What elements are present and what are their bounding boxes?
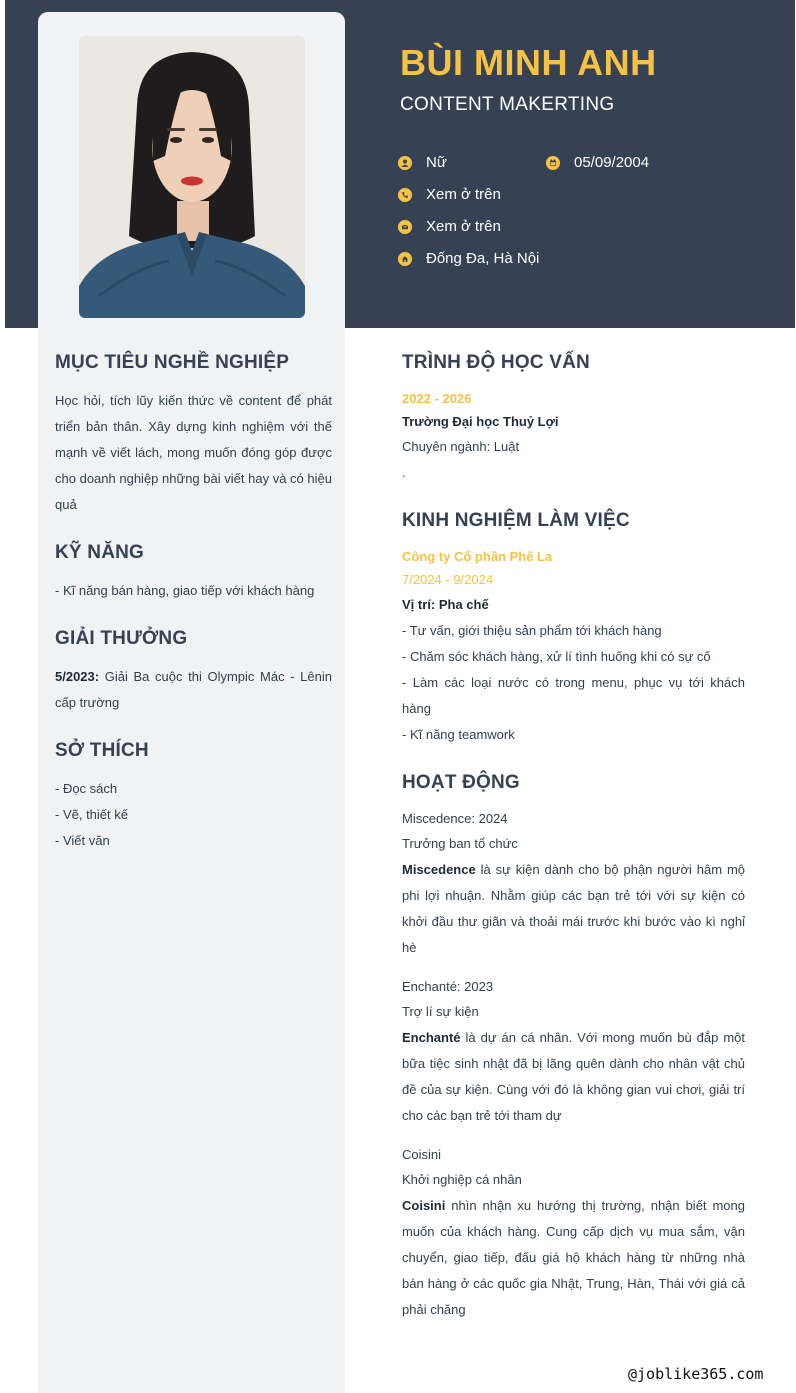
skills-title: KỸ NĂNG (55, 542, 145, 563)
activity-description (402, 1193, 745, 1323)
activity-name: Enchanté (402, 1030, 461, 1045)
awards-title: GIẢI THƯỞNG (55, 628, 188, 649)
birthday-text: 05/09/2004 (574, 154, 650, 171)
phone-icon (398, 188, 412, 202)
calendar-icon (546, 156, 560, 170)
birthday-info (546, 153, 649, 173)
activity-role: Khởi nghiệp cá nhân (402, 1172, 522, 1187)
award-date: 5/2023: (55, 669, 100, 684)
objective-title: MỤC TIÊU NGHỀ NGHIỆP (55, 352, 290, 373)
activity-role: Trưởng ban tổ chức (402, 836, 518, 851)
education-school: Trường Đại học Thuỷ Lợi (402, 414, 559, 429)
experience-duty: - Làm các loại nước có trong menu, phục vụ tới khách hàng (402, 675, 745, 716)
education-title: TRÌNH ĐỘ HỌC VẤN (402, 352, 590, 373)
award-item (55, 664, 332, 716)
gender-info (398, 153, 447, 173)
phone-text: Xem ở trên (426, 186, 501, 203)
email-info (398, 217, 501, 237)
experience-period: 7/2024 - 9/2024 (402, 572, 494, 587)
activity-description (402, 857, 745, 961)
experience-position: Vị trí: Pha chế (402, 597, 489, 612)
activity-desc: là sự kiện dành cho bộ phận người hâm mộ phi lợi nhuận. Nhằm giúp các bạn trẻ tới với sự kiện có khởi đầu thư giãn và thoải mái trước khi bước vào kì nghỉ hè (402, 862, 745, 955)
activity-name: Coisini (402, 1198, 446, 1213)
activity-description (402, 1025, 745, 1129)
home-icon (398, 252, 412, 266)
education-period: 2022 - 2026 (402, 391, 472, 406)
activity-name: Miscedence (402, 862, 476, 877)
award-text: Giải Ba cuộc thi Olympic Mác - Lênin cấp trường (55, 669, 332, 710)
candidate-name: BÙI MINH ANH (400, 42, 657, 83)
activity-desc: là dự án cá nhân. Với mong muốn bù đắp một bữa tiệc sinh nhật đã bị lãng quên dành cho nhân vật chủ đề của sự kiện. Cùng với đó là không gian vui chơi, giải trí cho các bạn trẻ tới tham dự (402, 1030, 745, 1123)
experience-title: KINH NGHIỆM LÀM VIỆC (402, 510, 630, 531)
hobbies-title: SỞ THÍCH (55, 740, 149, 761)
gender-text: Nữ (426, 154, 447, 171)
mail-icon (398, 220, 412, 234)
activity-heading: Coisini (402, 1147, 442, 1162)
hobby-item: - Đọc sách (55, 781, 118, 796)
hobby-item: - Viết văn (55, 833, 110, 848)
experience-company: Công ty Cổ phần Phê La (402, 549, 553, 564)
activity-role: Trợ lí sự kiện (402, 1004, 479, 1019)
experience-duty: - Chăm sóc khách hàng, xử lí tình huống khi có sự cố (402, 649, 711, 664)
education-note: . (402, 465, 406, 480)
experience-duty: - Kĩ năng teamwork (402, 727, 515, 742)
hobby-item: - Vẽ, thiết kế (55, 807, 128, 822)
skill-item: - Kĩ năng bán hàng, giao tiếp với khách hàng (55, 583, 315, 598)
profile-photo (79, 36, 305, 318)
portrait-image (79, 36, 305, 318)
activity-heading: Enchanté: 2023 (402, 979, 494, 994)
experience-duty: - Tư vấn, giới thiệu sản phẩm tới khách hàng (402, 623, 662, 638)
activity-desc: nhìn nhận xu hướng thị trường, nhận biết mong muốn của khách hàng. Cung cấp dịch vụ mua sắm, vận chuyển, giao tiếp, đấu giá hộ khách hàng từ những nhà bán hàng ở các quốc gia Nhật, Trung, Hàn, Thái với giá cả phải chăng (402, 1198, 745, 1317)
objective-text: Học hỏi, tích lũy kiến thức về content để phát triển bản thân. Xây dựng kinh nghiệm với thế mạnh về viết lách, mong muốn đóng góp được cho doanh nghiệp những bài viết hay và có hiệu quả (55, 393, 332, 512)
activities-title: HOẠT ĐỘNG (402, 772, 520, 793)
education-major: Chuyên ngành: Luật (402, 439, 520, 454)
email-text: Xem ở trên (426, 218, 501, 235)
address-text: Đống Đa, Hà Nội (426, 250, 540, 267)
address-info (398, 249, 539, 269)
activity-heading: Miscedence: 2024 (402, 811, 508, 826)
phone-info (398, 185, 501, 205)
watermark-text: @joblike365.com (628, 1365, 764, 1383)
job-title: CONTENT MAKERTING (400, 94, 615, 115)
user-icon (398, 156, 412, 170)
